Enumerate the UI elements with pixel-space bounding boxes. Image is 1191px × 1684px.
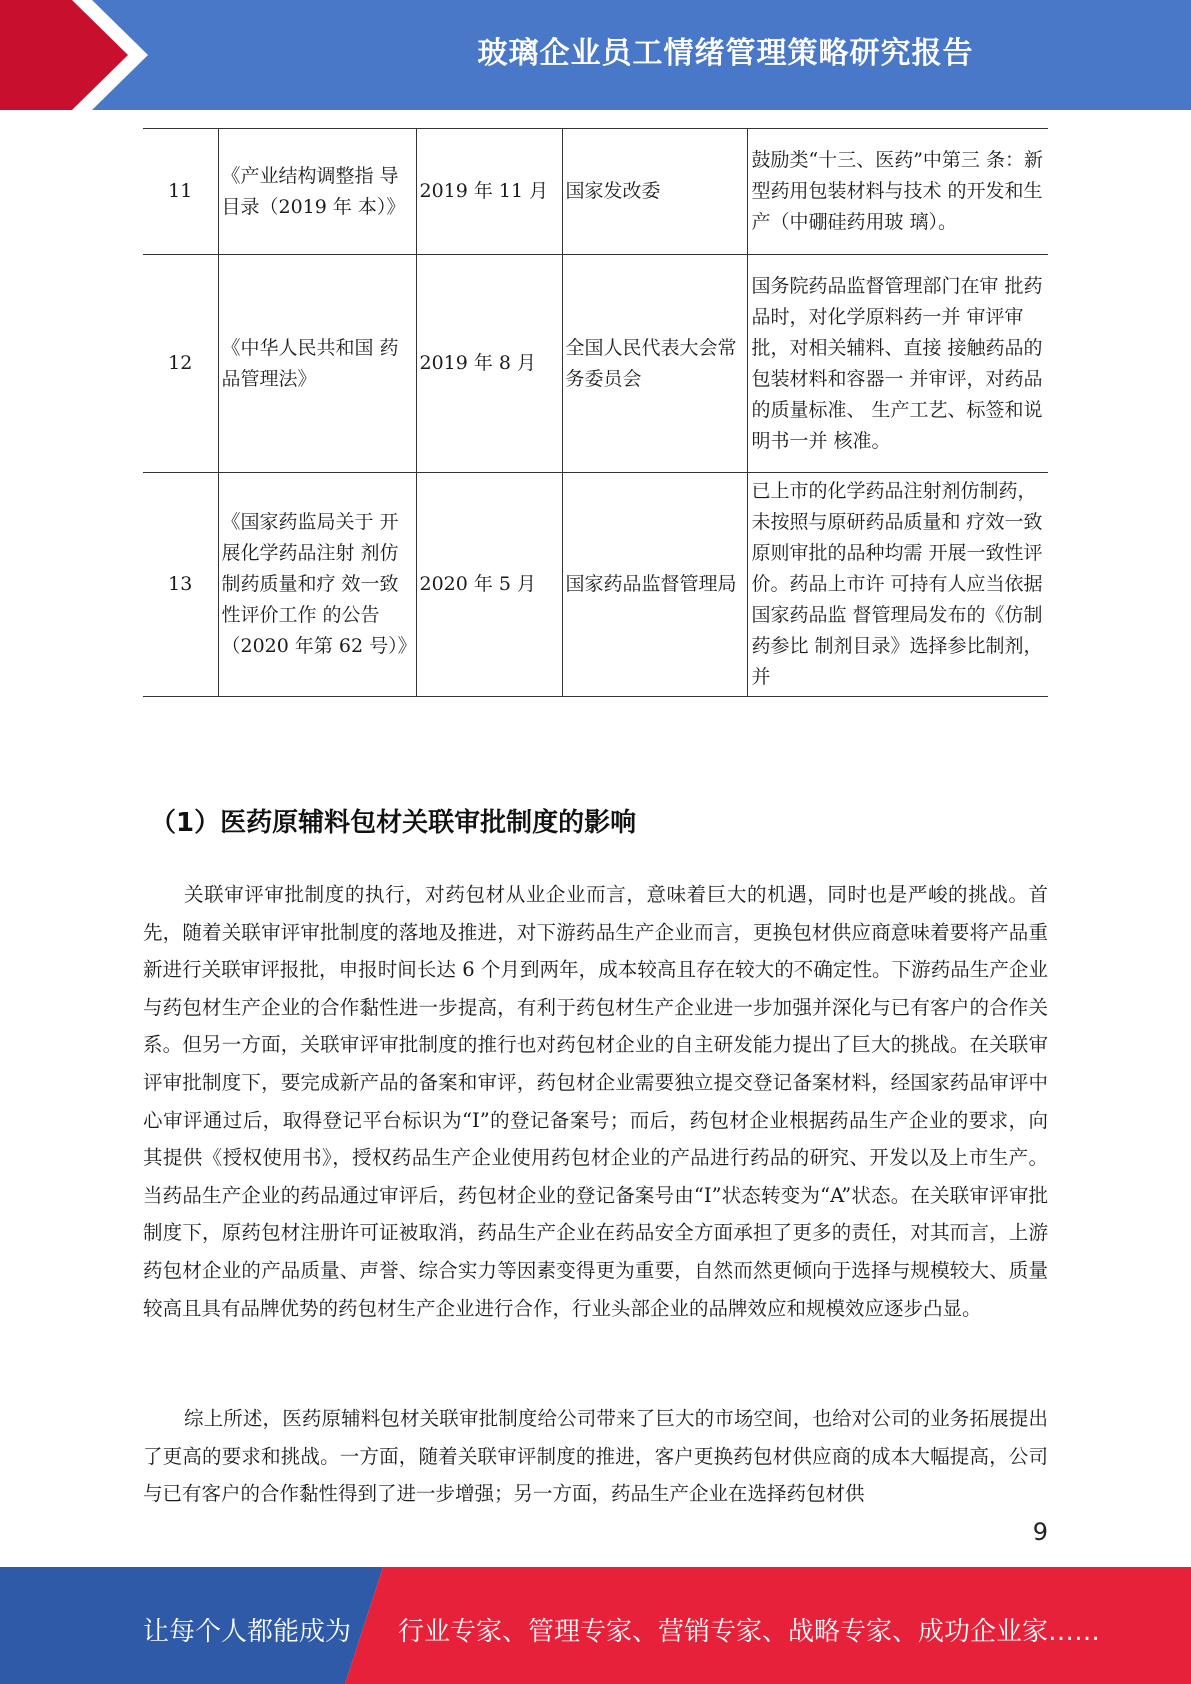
table-row: [143, 129, 1048, 255]
row-number: 13: [143, 473, 218, 697]
footer-slogan-right: 行业专家、管理专家、营销专家、战略专家、成功企业家……: [398, 1617, 1101, 1647]
policy-issuer: 全国人民代表大会常务委员会: [562, 255, 747, 473]
body-paragraph: 关联审评审批制度的执行，对药包材从业企业而言，意味着巨大的机遇，同时也是严峻的挑战。首先，随着关联审评审批制度的落地及推进，对下游药品生产企业而言，更换包材供应商意味着要将产品重新进行关联审评报批，申报时间长达 6 个月到两年，成本较高且存在较大的不确定性。下游药品生产企业与药包材生产企业的合作黏性进一步提高，有利于药包材生产企业进一步加强并深化与已有客户的合作关系。但另一方面，关联审评审批制度的推行也对药包材企业的自主研发能力提出了巨大的挑战。在关联审评审批制度下，要完成新产品的备案和审评，药包材企业需要独立提交登记备案材料，经国家药品审评中心审评通过后，取得登记平台标识为“I”的登记备案号；而后，药包材企业根据药品生产企业的要求，向其提供《授权使用书》，授权药品生产企业使用药包材企业的产品进行药品的研究、开发以及上市生产。当药品生产企业的药品通过审评后，药包材企业的登记备案号由“I”状态转变为“A”状态。在关联审评审批制度下，原药包材注册许可证被取消，药品生产企业在药品安全方面承担了更多的责任，对其而言，上游药包材企业的产品质量、声誉、综合实力等因素变得更为重要，自然而然更倾向于选择与规模较大、质量较高且具有品牌优势的药包材生产企业进行合作，行业头部企业的品牌效应和规模效应逐步凸显。: [143, 883, 1048, 1320]
body-paragraph: 综上所述，医药原辅料包材关联审批制度给公司带来了巨大的市场空间，也给对公司的业务拓展提出了更高的要求和挑战。一方面，随着关联审评制度的推进，客户更换药包材供应商的成本大幅提高，公司与已有客户的合作黏性得到了进一步增强；另一方面，药品生产企业在选择药包材供: [143, 1407, 1048, 1506]
policy-content: 鼓励类“十三、医药”中第三 条：新型药用包装材料与技术 的开发和生产（中硼硅药用玻 璃）。: [747, 129, 1048, 255]
row-number: 11: [143, 129, 218, 255]
policy-name: 《产业结构调整指 导目录（2019 年 本）》: [218, 129, 416, 255]
policy-table: [143, 128, 1048, 697]
row-number: 12: [143, 255, 218, 473]
table-row: [143, 473, 1048, 697]
policy-name: 《国家药监局关于 开展化学药品注射 剂仿制药质量和疗 效一致性评价工作 的公告（2020 年第 62 号）》: [218, 473, 416, 697]
page-footer: [0, 1567, 1191, 1684]
page-header: [0, 0, 1191, 110]
policy-date: 2019 年 8 月: [416, 255, 562, 473]
policy-date: 2019 年 11 月: [416, 129, 562, 255]
header-arrow-decoration: [0, 0, 160, 110]
table-row: [143, 255, 1048, 473]
page-number: 9: [1032, 1518, 1048, 1546]
policy-content: 已上市的化学药品注射剂仿制药，未按照与原研药品质量和 疗效一致原则审批的品种均需 开展一致性评价。药品上市许 可持有人应当依据国家药品监 督管理局发布的《仿制药参比 制剂目录》选择参比制剂，并: [747, 473, 1048, 697]
policy-name: 《中华人民共和国 药品管理法》: [218, 255, 416, 473]
section-heading: （1）医药原辅料包材关联审批制度的影响: [150, 808, 637, 838]
policy-date: 2020 年 5 月: [416, 473, 562, 697]
policy-content: 国务院药品监督管理部门在审 批药品时，对化学原料药一并 审评审批，对相关辅料、直接 接触药品的包装材料和容器一 并审评，对药品的质量标准、 生产工艺、标签和说明书一并 核准。: [747, 255, 1048, 473]
policy-issuer: 国家药品监督管理局: [562, 473, 747, 697]
report-title: 玻璃企业员工情绪管理策略研究报告: [477, 36, 974, 71]
policy-issuer: 国家发改委: [562, 129, 747, 255]
footer-slogan-left: 让每个人都能成为: [143, 1617, 352, 1647]
